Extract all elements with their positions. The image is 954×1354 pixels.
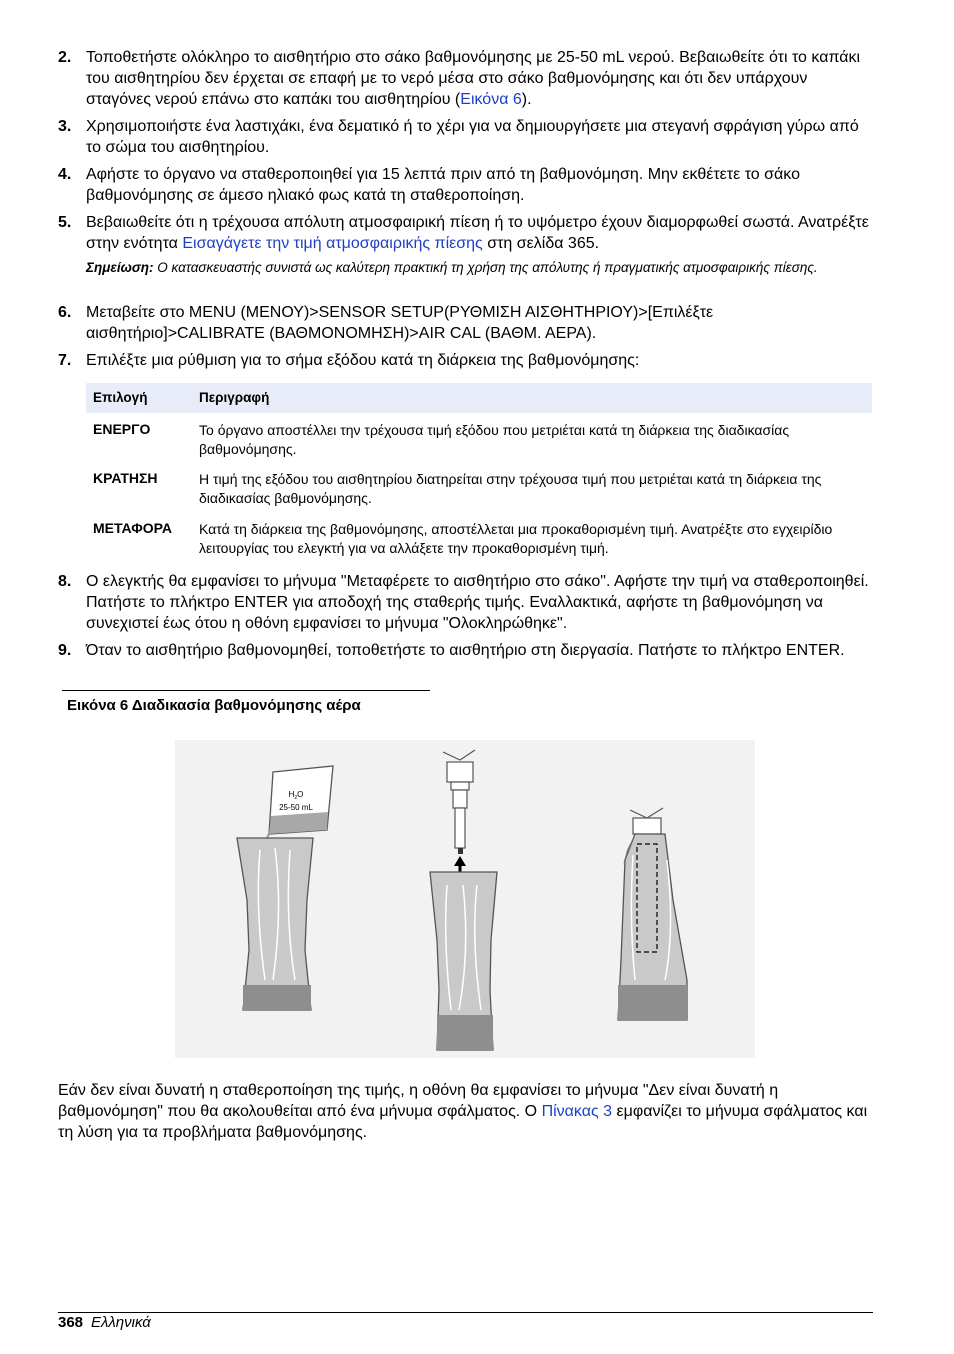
note-text: Ο κατασκευαστής συνιστά ως καλύτερη πρακτική τη χρήση της απόλυτης ή πραγματικής ατμοσφαιρικής πίεσης.	[153, 260, 818, 275]
step-text: Ο ελεγκτής θα εμφανίσει το μήνυμα "Μεταφέρετε το αισθητήριο στο σάκο". Αφήστε την τιμή να σταθεροποιηθεί. Πατήστε το πλήκτρο ENTER για αποδοχή της σταθερής τιμής. Εναλλακτικά, αφήστε τη βαθμονόμηση να συνεχιστεί έως ότου η οθόνη εμφανίσει το μήνυμα "Ολοκληρώθηκε".	[86, 573, 869, 632]
beaker-formula-o: O	[297, 790, 304, 799]
step-number: 5.	[58, 214, 72, 231]
row-description: Το όργανο αποστέλλει την τρέχουσα τιμή εξόδου που μετριέται κατά τη διάρκεια της διαδικασίας βαθμονόμησης.	[199, 422, 790, 457]
note-label: Σημείωση:	[86, 260, 154, 275]
row-option: ΚΡΑΤΗΣΗ	[93, 470, 158, 486]
step-5	[58, 212, 873, 254]
row-description: Η τιμή της εξόδου του αισθητηρίου διατηρείται στην τρέχουσα τιμή που μετριέται κατά τη διάρκεια της διαδικασίας βαθμονόμησης.	[199, 471, 822, 506]
row-option: ΜΕΤΑΦΟΡΑ	[93, 520, 173, 536]
calibration-bag-2	[430, 872, 497, 1050]
closing-text-end: εμφανίζει το μήνυμα σφάλματος και τη λύση για τα προβλήματα βαθμονόμησης.	[58, 1103, 868, 1141]
page-footer	[58, 1314, 151, 1331]
step-6	[58, 302, 873, 344]
atmospheric-pressure-link[interactable]: Εισαγάγετε την τιμή ατμοσφαιρικής πίεσης	[182, 235, 483, 252]
table-3-link[interactable]: Πίνακας 3	[541, 1103, 613, 1120]
step-text: Όταν το αισθητήριο βαθμονομηθεί, τοποθετήστε το αισθητήριο στη διεργασία. Πατήστε το πλήκτρο ENTER.	[86, 642, 845, 659]
beaker-formula-sub: 2	[294, 795, 298, 801]
step-3	[58, 116, 873, 158]
table-header	[86, 383, 872, 413]
step-text: Τοποθετήστε ολόκληρο το αισθητήριο στο σάκο βαθμονόμησης με 25-50 mL νερού. Βεβαιωθείτε ότι το καπάκι του αισθητηρίου δεν έρχεται σε επαφή με το νερό μέσα στο σάκο βαθμονόμησης και ότι δεν υπάρχουν σταγόνες νερού επάνω στο καπάκι του αισθητηρίου (	[86, 49, 861, 108]
output-options-table	[86, 383, 872, 556]
step-number: 2.	[58, 49, 72, 66]
footer-rule	[58, 1312, 873, 1313]
step-7	[58, 350, 873, 371]
step-text: Επιλέξτε μια ρύθμιση για το σήμα εξόδου κατά τη διάρκεια της βαθμονόμησης:	[86, 352, 640, 369]
step-8	[58, 571, 873, 634]
footer-language: Ελληνικά	[91, 1314, 151, 1331]
step-text-end: στη σελίδα 365.	[482, 235, 600, 252]
step-number: 7.	[58, 352, 72, 369]
step-2	[58, 47, 873, 110]
step-number: 6.	[58, 304, 72, 321]
header-option: Επιλογή	[93, 390, 148, 405]
step-number: 4.	[58, 166, 72, 183]
page-number: 368	[58, 1314, 84, 1331]
header-description: Περιγραφή	[199, 390, 270, 405]
step-text-end: ).	[521, 91, 532, 108]
step-4	[58, 164, 873, 206]
beaker-volume: 25-50 mL	[279, 803, 313, 812]
step-9	[58, 640, 873, 661]
row-description: Κατά τη διάρκεια της βαθμονόμησης, αποστέλλεται μια προκαθορισμένη τιμή. Ανατρέξτε στο εγχειρίδιο λειτουργίας του ελεγκτή για να αλλάξετε την προκαθορισμένη τιμή.	[199, 521, 833, 556]
step-text: Χρησιμοποιήστε ένα λαστιχάκι, ένα δεματικό ή το χέρι για να δημιουργήσετε μια στεγανή σφράγιση γύρω από το σώμα του αισθητηρίου.	[86, 118, 859, 156]
air-calibration-illustration	[175, 740, 755, 1058]
step-number: 8.	[58, 573, 72, 590]
step-text: Μεταβείτε στο MENU (ΜΕΝΟΥ)>SENSOR SETUP(ΡΥΘΜΙΣΗ ΑΙΣΘΗΤΗΡΙΟΥ)>[Επιλέξτε αισθητήριο]>CALIBRATE (ΒΑΘΜΟΝΟΜΗΣΗ)>AIR CAL (ΒΑΘΜ. ΑΕΡΑ).	[86, 304, 714, 342]
closing-text: Εάν δεν είναι δυνατή η σταθεροποίηση της τιμής, η οθόνη θα εμφανίσει το μήνυμα "Δεν είναι δυνατή η βαθμονόμηση" που θα ακολουθείται από ένα μήνυμα σφάλματος. Ο	[58, 1082, 779, 1120]
row-option: ΕΝΕΡΓΟ	[93, 421, 151, 437]
step-number: 3.	[58, 118, 72, 135]
closing-paragraph	[58, 1080, 878, 1143]
beaker-formula: H	[288, 790, 295, 799]
figure-caption: Εικόνα 6 Διαδικασία βαθμονόμησης αέρα	[67, 697, 361, 714]
figure-rule	[62, 690, 430, 691]
calibration-bag-1	[237, 838, 313, 1010]
note	[86, 259, 846, 277]
figure-6-link[interactable]: Εικόνα 6	[460, 91, 522, 108]
step-text: Βεβαιωθείτε ότι η τρέχουσα απόλυτη ατμοσφαιρική πίεση ή το υψόμετρο έχουν διαμορφωθεί σωστά. Ανατρέξτε στην ενότητα	[86, 214, 869, 252]
step-number: 9.	[58, 642, 72, 659]
step-text: Αφήστε το όργανο να σταθεροποιηθεί για 15 λεπτά πριν από τη βαθμονόμηση. Μην εκθέτετε το σάκο βαθμονόμησης σε άμεσο ηλιακό φως κατά τη σταθεροποίηση.	[86, 166, 800, 204]
